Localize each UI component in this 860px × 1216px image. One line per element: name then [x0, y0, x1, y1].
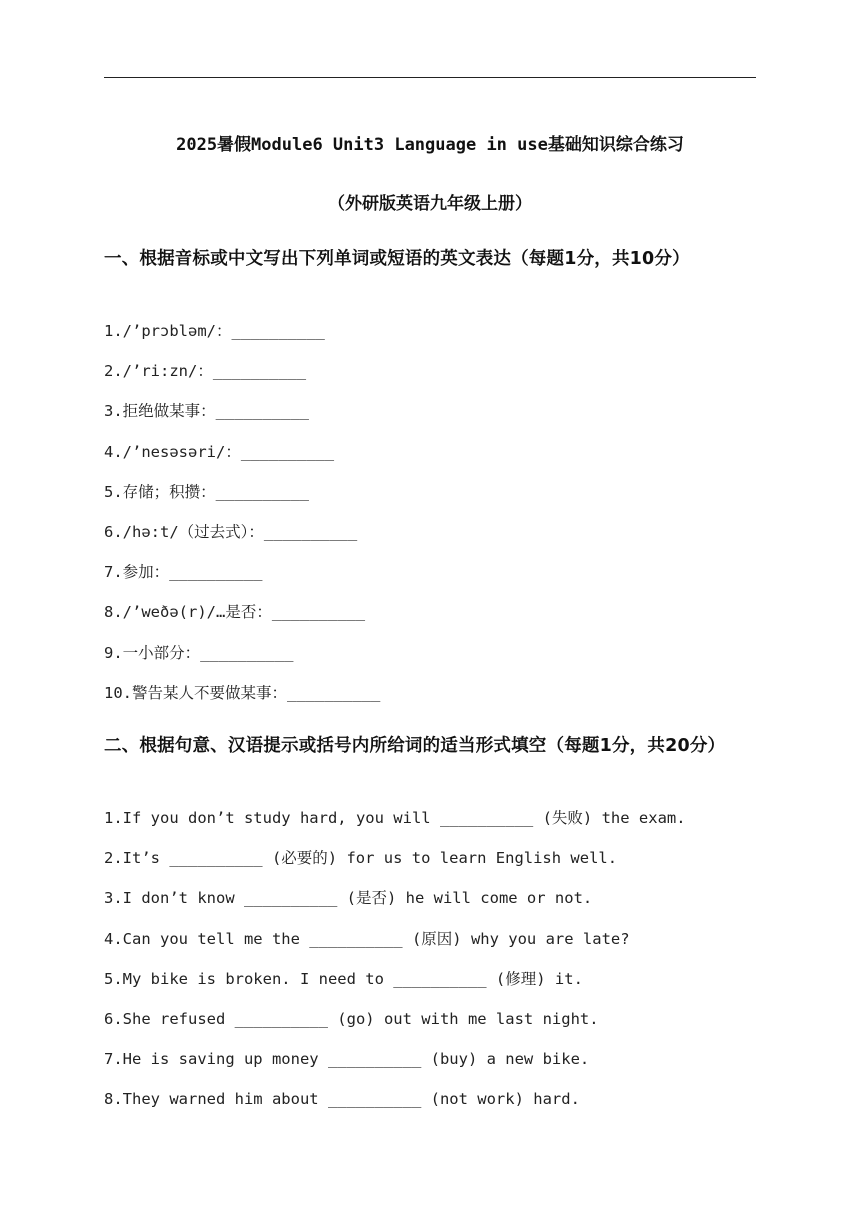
section-2-list: [104, 805, 756, 1127]
section-1-item: 9.一小部分：__________: [104, 643, 294, 662]
section-1-item: 8./’weðə(r)/…是否：__________: [104, 603, 366, 622]
section-1-item: 1./’prɔbləm/：__________: [104, 322, 325, 340]
section-1-item: 7.参加：__________: [104, 563, 263, 582]
header-rule: [104, 77, 756, 78]
section-1-heading: 一、根据音标或中文写出下列单词或短语的英文表达（每题1分，共10分）: [104, 249, 690, 269]
section-2-item: 5.My bike is broken. I need to __________ (修理) it.: [104, 969, 583, 988]
section-1-item: 5.存储；积攒：__________: [104, 482, 309, 501]
section-1-item: 6./hə:t/（过去式）：__________: [104, 522, 358, 541]
section-2-item: 3.I don’t know __________ (是否) he will come or not.: [104, 889, 593, 908]
document-title: 2025暑假Module6 Unit3 Language in use基础知识综合练习: [176, 135, 684, 155]
section-1-item: 2./’ri:zn/：__________: [104, 362, 307, 381]
section-1-item: 10.警告某人不要做某事：__________: [104, 683, 381, 702]
section-1-item: 4./’nesəsəri/：__________: [104, 442, 335, 461]
section-1-list: [104, 318, 756, 720]
section-2-item: 6.She refused __________ (go) out with me last night.: [104, 1009, 599, 1028]
section-2-item: 4.Can you tell me the __________ (原因) why you are late?: [104, 929, 630, 948]
section-2-heading: 二、根据句意、汉语提示或括号内所给词的适当形式填空（每题1分，共20分）: [104, 736, 726, 756]
section-2-item: 1.If you don’t study hard, you will __________ (失败) the exam.: [104, 809, 686, 827]
document-subtitle: （外研版英语九年级上册）: [328, 194, 532, 214]
section-2-item: 7.He is saving up money __________ (buy) a new bike.: [104, 1050, 590, 1069]
section-1-item: 3.拒绝做某事：__________: [104, 402, 309, 421]
section-2-item: 8.They warned him about __________ (not work) hard.: [104, 1090, 580, 1109]
section-2-item: 2.It’s __________ (必要的) for us to learn English well.: [104, 849, 618, 868]
